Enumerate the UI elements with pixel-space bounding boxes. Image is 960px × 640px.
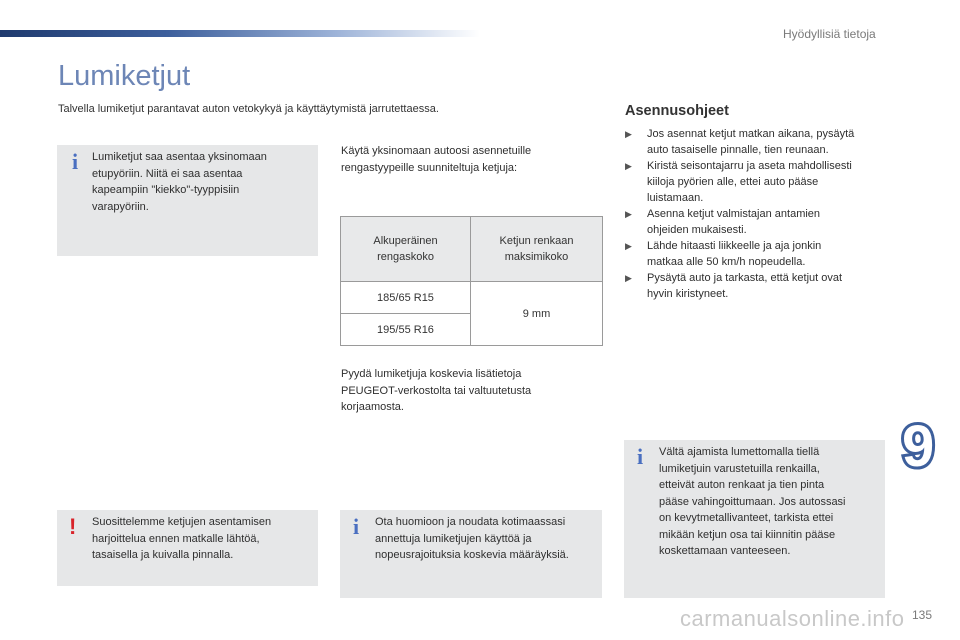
- info-box-text: Ota huomioon ja noudata kotimaassasi annettuja lumiketjujen käyttöä ja nopeusrajoituksia koskevia määräyksiä.: [375, 516, 569, 561]
- info-box-front-wheels: [57, 145, 318, 256]
- list-item: ▶ Pysäytä auto ja tarkasta, että ketjut ovat hyvin kiristyneet.: [625, 272, 843, 300]
- list-item: ▶ Asenna ketjut valmistajan antamien ohjeiden mukaisesti.: [625, 208, 821, 236]
- section-title: Hyödyllisiä tietoja: [783, 27, 876, 41]
- installation-heading: Asennusohjeet: [625, 103, 729, 119]
- warning-box-text: Suosittelemme ketjujen asentamisen harjoittelua ennen matkalle lähtöä, tasaisella ja kuivalla pinnalla.: [92, 516, 272, 561]
- info-box-regulations: [340, 510, 602, 598]
- page-title: Lumiketjut: [58, 60, 191, 92]
- bullet-icon: ▶: [625, 209, 632, 219]
- table-row: [341, 282, 603, 314]
- info-icon: i: [637, 444, 644, 469]
- chain-size-table: [340, 216, 603, 346]
- table-header-original-size: Alkuperäinen rengaskoko: [341, 217, 471, 282]
- table-header-max-size: Ketjun renkaan maksimikoko: [471, 217, 603, 282]
- chapter-number: 9: [902, 414, 935, 479]
- info-box-snow-free-roads: [624, 440, 885, 598]
- tyre-size-cell: 195/55 R16: [341, 314, 471, 346]
- warning-box-practice: [57, 510, 318, 586]
- tyre-type-instruction: Käytä yksinomaan autoosi asennetuille rengastyypeille suunniteltuja ketjuja:: [341, 145, 532, 174]
- info-icon: i: [72, 149, 79, 174]
- info-box-text: Lumiketjut saa asentaa yksinomaan etupyöriin. Niitä ei saa asentaa kapeampiin "kiekko"-tyyppisiin varapyöriin.: [92, 151, 267, 213]
- list-item: ▶ Lähde hitaasti liikkeelle ja aja jonkin matkaa alle 50 km/h nopeudella.: [625, 240, 822, 268]
- info-box-text: Vältä ajamista lumettomalla tiellä lumiketjuin varustetuilla renkailla, etteivät auton renkaat ja tien pinta pääse vahingoittumaan. Jos autossasi on kevytmetallivanteet, tarkista ettei mikään ketjun osa tai kiinnitin pääse koskettamaan vanteeseen.: [659, 446, 846, 557]
- bullet-icon: ▶: [625, 273, 632, 283]
- bullet-icon: ▶: [625, 241, 632, 251]
- list-item: ▶ Kiristä seisontajarru ja aseta mahdollisesti kiiloja pyörien alle, ettei auto pääse luistamaan.: [625, 160, 852, 204]
- bullet-icon: ▶: [625, 129, 632, 139]
- bullet-icon: ▶: [625, 161, 632, 171]
- header-gradient-bar: [0, 30, 480, 37]
- watermark: carmanualsonline.info: [680, 606, 905, 631]
- max-chain-size-cell: 9 mm: [471, 282, 603, 346]
- warning-icon: !: [69, 514, 77, 539]
- accessories-note: Pyydä lumiketjuja koskevia lisätietoja PEUGEOT-verkostolta tai valtuutetusta korjaamosta.: [341, 368, 532, 413]
- page-number: 135: [912, 608, 933, 622]
- list-item: ▶ Jos asennat ketjut matkan aikana, pysäytä auto tasaiselle pinnalle, tien reunaan.: [625, 128, 855, 156]
- installation-steps: [625, 126, 885, 302]
- tyre-size-cell: 185/65 R15: [341, 282, 471, 314]
- info-icon: i: [353, 514, 360, 539]
- intro-text: Talvella lumiketjut parantavat auton vetokykyä ja käyttäytymistä jarrutettaessa.: [58, 103, 439, 115]
